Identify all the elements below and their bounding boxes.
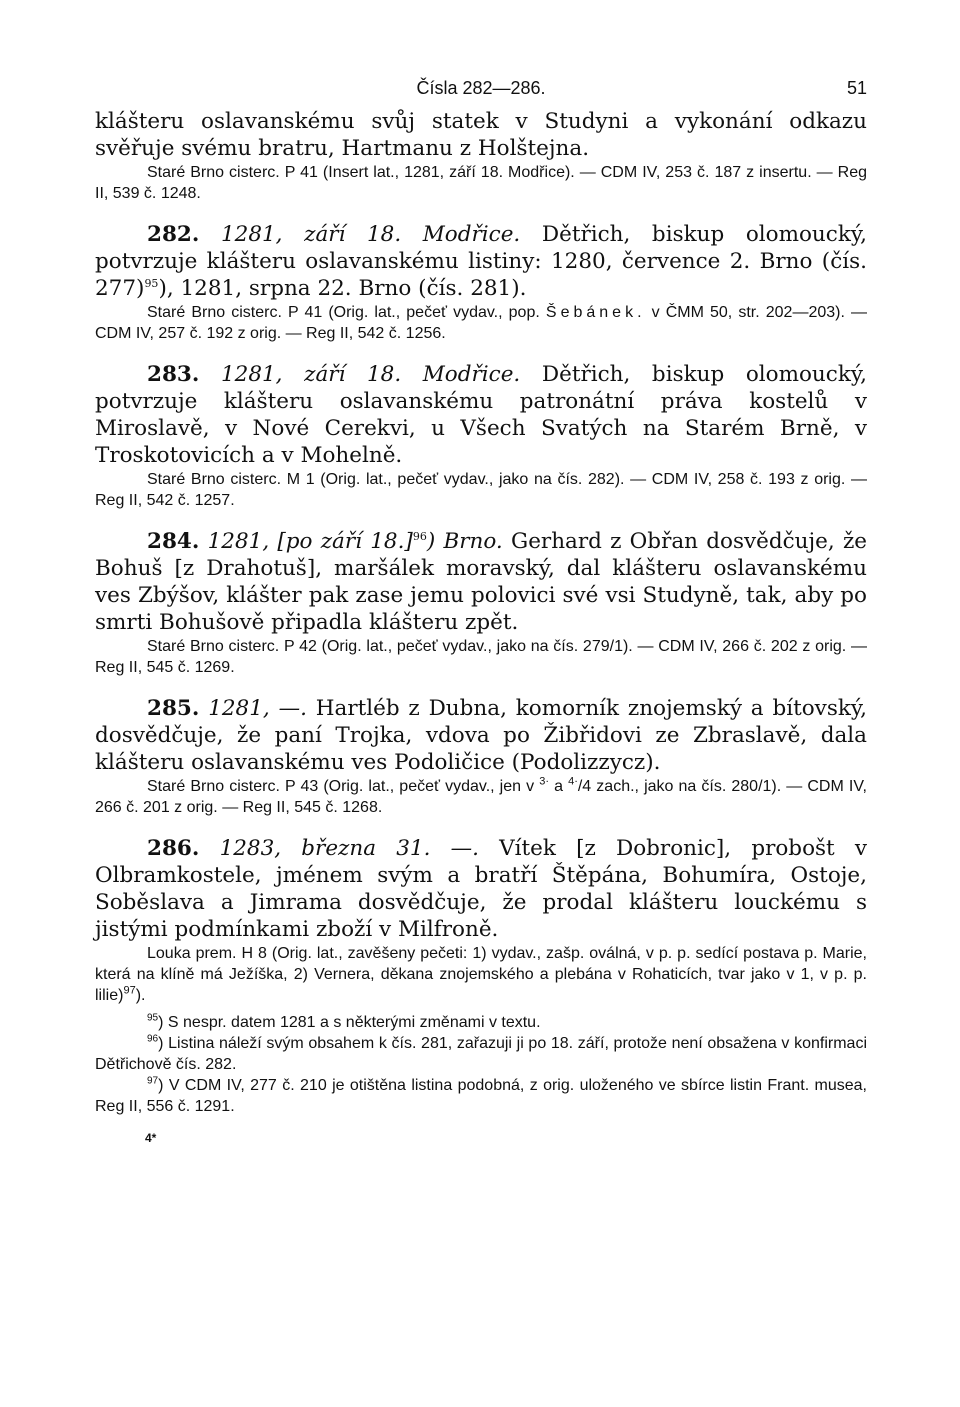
superscript-3: 3· [539, 775, 549, 788]
entry-source-cont: ). [135, 987, 146, 1004]
footnotes [95, 1012, 867, 1117]
entry-text: Hartléb z Dubna, komorník znojemský a bítovský, dosvědčuje, že paní Trojka, vdova po Žibřidovi ze Zbraslavě, dala klášteru oslavanskému ves Podoličice (Podolizzycz). [95, 696, 868, 775]
entry-source: Staré Brno cisterc. P 41 (Orig. lat., pečeť vydav., pop. [147, 304, 540, 321]
entry-282 [95, 221, 867, 344]
entry-date: 1281, [po září 18.] [207, 529, 413, 554]
entry-number: 285. [147, 696, 200, 721]
entry-date-cont: ) Brno. [426, 529, 503, 554]
footnote-ref: 95 [144, 276, 159, 290]
footnote-ref: 97 [123, 984, 136, 997]
entry-date: 1281, září 18. Modřice. [220, 362, 521, 387]
entry-text: Dětřich, biskup olomoucký, potvrzuje klášteru oslavanskému listiny: 1280, července 2. Brno (čís. 277) [95, 222, 867, 301]
entry-number: 286. [147, 836, 200, 861]
entry-date: 1281, září 18. Modřice. [220, 222, 521, 247]
entry-285 [95, 695, 867, 818]
entry-date: 1281, —. [208, 696, 307, 721]
intro-block [95, 108, 867, 204]
entry-source-and: a [554, 778, 563, 795]
footnote-mark: 95 [147, 1012, 159, 1024]
signature-mark: 4* [145, 1131, 157, 1145]
footnote-text: ) V CDM IV, 277 č. 210 je otištěna listina podobná, z orig. uloženého ve sbírce listin Frant. musea, Reg II, 556 č. 1291. [95, 1077, 867, 1115]
entry-text-cont: ), 1281, srpna 22. Brno (čís. 281). [158, 276, 527, 301]
entry-source: Staré Brno cisterc. M 1 (Orig. lat., pečeť vydav., jako na čís. 282). — CDM IV, 258 č. 193 z orig. — Reg II, 542 č. 1257. [95, 471, 867, 509]
footnote-ref: 96 [412, 529, 427, 543]
entry-284 [95, 528, 867, 678]
entry-text: Vítek [z Dobronic], probošt v Olbramkostele, jménem svým a bratří Štěpána, Bohumíra, Ostoje, Soběslava a Jimrama dosvědčuje, že prodal klášteru louckému s jistými podmínkami zboží v Milfroně. [95, 836, 868, 942]
entry-number: 282. [147, 222, 200, 247]
entry-286 [95, 835, 867, 1006]
author-name: Šebánek. [545, 304, 646, 321]
entry-text: Dětřich, biskup olomoucký, potvrzuje klášteru oslavanskému patronátní práva kostelů v Miroslavě, v Nové Cerekvi, u Všech Svatých na Starém Brně, v Troskotovicích a v Mohelně. [95, 362, 867, 468]
entry-text: Gerhard z Obřan dosvědčuje, že Bohuš [z Drahotuš], maršálek moravský, dal klášteru oslavanskému ves Zbýšov, klášter pak zase jemu polovici své vsi Studyně, tak, aby po smrti Bohušově připadla klášteru zpět. [95, 529, 868, 635]
footnote-text: ) Listina náleží svým obsahem k čís. 281, zařazuji ji po 18. září, protože není obsažena v konfirmaci Dětřichově čís. 282. [95, 1035, 867, 1073]
entry-source-cont: /4 zach., jako na čís. 280/1). — CDM IV, 266 č. 201 z orig. — Reg II, 545 č. 1268. [95, 778, 867, 816]
superscript-4: 4· [568, 775, 578, 788]
intro-text: klášteru oslavanskému svůj statek v Studyni a vykonání odkazu svěřuje svému bratru, Hartmanu z Holštejna. [95, 109, 867, 161]
entry-source: Staré Brno cisterc. P 42 (Orig. lat., pečeť vydav., jako na čís. 279/1). — CDM IV, 266 č. 202 z orig. — Reg II, 545 č. 1269. [95, 638, 867, 676]
entry-source: Louka prem. H 8 (Orig. lat., zavěšeny pečeti: 1) vydav., zašp. oválná, v p. p. sedící postava p. Marie, která na klíně má Ježíška, 2) Vernera, děkana znojemského a plebána v Rohaticích, tvar jako v 1, v p. p. lilie) [95, 945, 867, 1004]
footnote-mark: 96 [147, 1033, 159, 1045]
entry-number: 284. [147, 529, 200, 554]
document-page [95, 78, 867, 1145]
page-header [95, 78, 867, 108]
footnote-text: ) S nespr. datem 1281 a s některými změnami v textu. [158, 1014, 541, 1031]
entry-283 [95, 361, 867, 511]
running-title: Čísla 282—286. [416, 78, 546, 98]
footnote-mark: 97 [147, 1075, 159, 1087]
footnote-95 [95, 1012, 867, 1033]
page-number: 51 [846, 78, 867, 98]
entry-source-cont: v ČMM 50, str. 202—203). — CDM IV, 257 č. 192 z orig. — Reg II, 542 č. 1256. [95, 304, 867, 342]
footnote-97 [95, 1075, 867, 1117]
footnote-96 [95, 1033, 867, 1075]
entry-number: 283. [147, 362, 200, 387]
entry-source: Staré Brno cisterc. P 43 (Orig. lat., pečeť vydav., jen v [147, 778, 535, 795]
entry-date: 1283, března 31. —. [219, 836, 479, 861]
intro-source: Staré Brno cisterc. P 41 (Insert lat., 1281, září 18. Modřice). — CDM IV, 253 č. 187 z insertu. — Reg II, 539 č. 1248. [95, 164, 867, 202]
